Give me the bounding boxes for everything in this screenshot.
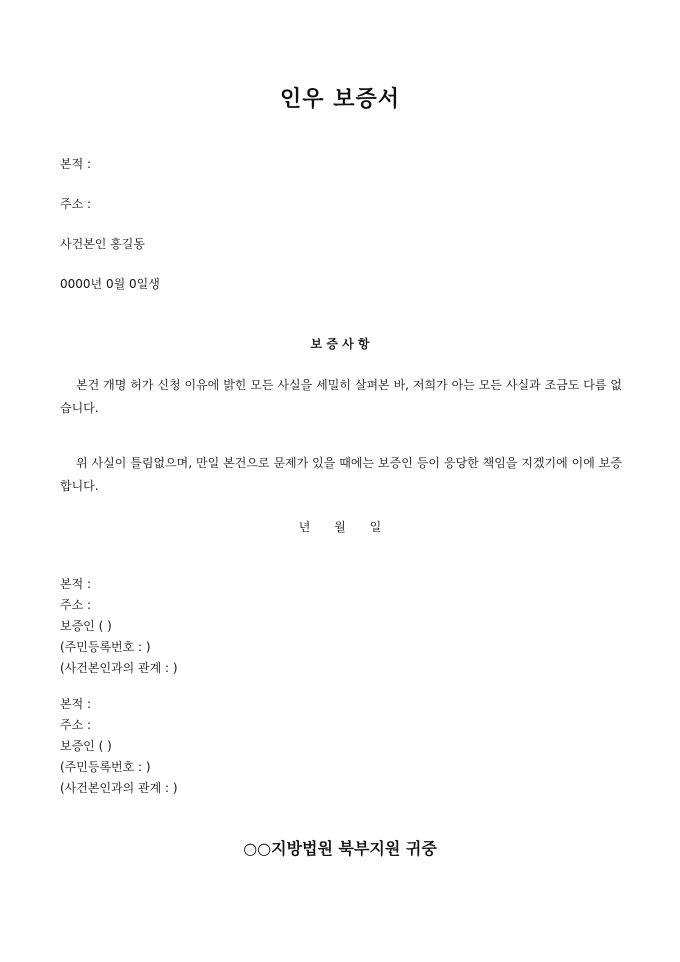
paragraph-guarantee bbox=[60, 452, 622, 498]
guarantor-address: 주소 : bbox=[60, 598, 92, 612]
guarantor-relation: (사건본인과의 관계 : ) bbox=[60, 781, 178, 795]
subject-address-label: 주소 : bbox=[60, 197, 92, 211]
date-line bbox=[0, 518, 680, 535]
guarantor-domicile: 본적 : bbox=[60, 697, 92, 711]
paragraph-statement bbox=[60, 374, 622, 420]
guarantor-block-1 bbox=[60, 574, 178, 679]
paragraph-statement-text: 본건 개명 허가 신청 이유에 밝힌 모든 사실을 세밀히 살펴본 바, 저희가 아는 모든 사실과 조금도 다름 없습니다. bbox=[60, 378, 622, 415]
date-day-label: 일 bbox=[369, 520, 382, 534]
guarantor-block-2 bbox=[60, 694, 178, 799]
subject-birth: 0000년 0월 0일생 bbox=[60, 277, 160, 291]
section-title: 보 증 사 항 bbox=[310, 337, 370, 351]
guarantor-address: 주소 : bbox=[60, 718, 92, 732]
subject-person: 사건본인 홍길동 bbox=[60, 237, 145, 251]
guarantor-name: 보증인 ( ) bbox=[60, 739, 112, 753]
guarantor-name: 보증인 ( ) bbox=[60, 619, 112, 633]
date-year-label: 년 bbox=[298, 520, 311, 534]
guarantor-domicile: 본적 : bbox=[60, 577, 92, 591]
guarantor-id-number: (주민등록번호 : ) bbox=[60, 640, 151, 654]
document-title: 인우 보증서 bbox=[280, 86, 400, 112]
date-month-label: 월 bbox=[334, 520, 346, 534]
paragraph-guarantee-text: 위 사실이 틀림없으며, 만일 본건으로 문제가 있을 때에는 보증인 등이 응당한 책임을 지겠기에 이에 보증합니다. bbox=[60, 456, 622, 493]
guarantor-id-number: (주민등록번호 : ) bbox=[60, 760, 151, 774]
subject-domicile-label: 본적 : bbox=[60, 157, 92, 171]
guarantor-relation: (사건본인과의 관계 : ) bbox=[60, 661, 178, 675]
court-addressee: ○○지방법원 북부지원 귀중 bbox=[243, 839, 437, 858]
